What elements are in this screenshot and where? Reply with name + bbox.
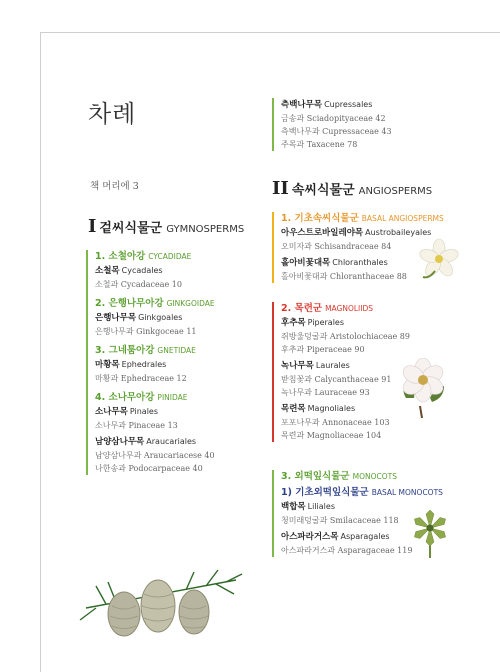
part2-number: II [272,178,289,199]
family-entry: 마황과 Ephedraceae 12 [95,374,187,383]
page-frame-top [40,32,500,33]
family-entry: 포포나무과 Annonaceae 103 [281,418,390,427]
family-entry: 측백나무과 Cupressaceae 43 [281,127,392,136]
family-entry: 받침꽃과 Calycanthaceae 91 [281,375,392,384]
order-name-en: Liliales [307,502,335,511]
order-name-ko: 후추목 [281,318,306,328]
magnoliids-heading [281,302,410,316]
family-entry: 녹나무과 Lauraceae 93 [281,388,370,397]
family-entry: 후추과 Piperaceae 90 [281,345,365,354]
order-name-en: Ginkgoales [138,313,183,322]
subclass-heading-ko: 4. 소나무아강 [95,392,155,403]
basal-heading-en: BASAL ANGIOSPERMS [361,214,444,223]
order-name-ko: 소나무목 [95,407,128,417]
basal-heading-ko: 1. 기초속씨식물군 [281,213,359,224]
order-name-en: Cupressales [324,100,373,109]
family-entry: 은행나무과 Ginkgoceae 11 [95,327,197,336]
order-name-en: Chloranthales [332,258,388,267]
magnoliids-block [272,302,410,442]
order-name-en: Magnoliales [307,404,356,413]
magnolia-flower-illustration [398,358,448,418]
subclass-heading-en: GINKGOIDAE [166,299,215,308]
order-name-en: Austrobaileyales [365,228,432,237]
order-name-ko: 목련목 [281,404,306,414]
subclass-heading-en: GNETIDAE [157,346,196,355]
family-entry: 소철과 Cycadaceae 10 [95,280,182,289]
part1-number: I [88,216,97,237]
family-entry: 쥐방울덩굴과 Aristolochiaceae 89 [281,332,410,341]
order-entry [281,316,410,330]
subclass-heading-ko: 1. 소철아강 [95,251,146,262]
family-entry: 남양삼나무과 Araucariacese 40 [95,451,215,460]
page-title: 차례 [88,100,137,128]
family-entry: 목련과 Magnoliaceae 104 [281,431,382,440]
family-entry: 나한송과 Podocarpaceae 40 [95,464,203,473]
family-entry: 오미자과 Schisandraceae 84 [281,242,392,251]
order-name-ko: 은행나무목 [95,313,137,323]
subclass-lines [95,264,215,291]
magnoliids-heading-ko: 2. 목련군 [281,303,323,314]
basal-monocots-heading [281,486,443,500]
order-entry [281,98,392,112]
subclass-heading [95,297,215,311]
order-name-ko: 백합목 [281,502,306,512]
order-name-ko: 녹나무목 [281,361,314,371]
order-name-ko: 측백나무목 [281,100,323,110]
order-entry [95,435,215,449]
order-entry [95,358,215,372]
gymnosperm-groups [95,250,215,475]
order-entry [95,264,215,278]
subclass-heading [95,391,215,405]
basal-monocots-heading-en: BASAL MONOCOTS [371,488,443,497]
order-entry [95,311,215,325]
subclass-heading-en: CYCADIDAE [148,252,192,261]
order-entry [281,359,410,373]
order-name-en: Araucariales [146,437,197,446]
magnoliids-lines [281,316,410,442]
family-entry: 아스파라거스과 Asparagaceae 119 [281,546,413,555]
monocots-heading-en: MONOCOTS [352,472,397,481]
basal-monocots-heading-ko: 1) 기초외떡잎식물군 [281,487,369,498]
order-name-ko: 홀아비꽃대목 [281,258,331,268]
subclass-lines [95,358,215,385]
part2-title-ko: 속씨식물군 [291,183,355,198]
white-flower-illustration [418,238,460,280]
subclass-lines [95,405,215,475]
cupressales-block [272,98,392,151]
subclass-lines [95,311,215,338]
order-name-ko: 소철목 [95,266,120,276]
order-name-ko: 아우스트로바일레야목 [281,228,364,238]
subclass-heading [95,344,215,358]
monocots-heading-ko: 3. 외떡잎식물군 [281,471,350,482]
subclass-heading-en: PINIDAE [157,393,188,402]
magnoliids-heading-en: MAGNOLIIDS [325,304,373,313]
part1-title-ko: 겉씨식물군 [99,221,163,236]
part2-heading [272,178,432,199]
cupressales-lines [281,98,392,151]
order-entry [95,405,215,419]
family-entry: 소나무과 Pinaceae 13 [95,421,178,430]
order-name-en: Ephedrales [121,360,167,369]
family-entry: 금송과 Sciadopityaceae 42 [281,114,386,123]
order-entry [281,402,410,416]
order-name-en: Asparagales [340,532,390,541]
gymnosperm-block [86,250,215,475]
subclass-heading [95,250,215,264]
part1-title-en: GYMNOSPERMS [166,224,245,235]
order-name-en: Piperales [307,318,345,327]
family-entry: 주목과 Taxacene 78 [281,140,358,149]
green-flower-illustration [408,508,452,558]
monocots-heading [281,470,443,484]
part2-title-en: ANGIOSPERMS [358,186,433,197]
pine-cones-illustration [76,538,246,648]
order-name-en: Laurales [315,361,350,370]
order-name-ko: 마황목 [95,360,120,370]
order-name-en: Pinales [129,407,159,416]
order-name-en: Cycadales [121,266,163,275]
subclass-heading-ko: 2. 은행나무아강 [95,298,164,309]
family-entry: 청미래덩굴과 Smilacaceae 118 [281,516,399,525]
order-name-ko: 남양삼나무목 [95,437,145,447]
part1-heading [88,216,244,237]
family-entry: 홀아비꽃대과 Chloranthaceae 88 [281,272,407,281]
order-name-ko: 아스파라거스목 [281,532,339,542]
basal-angiosperm-heading [281,212,444,226]
preface-entry: 책 머리에 3 [90,181,139,192]
subclass-heading-ko: 3. 그네툼아강 [95,345,155,356]
page-frame-left [40,32,41,672]
